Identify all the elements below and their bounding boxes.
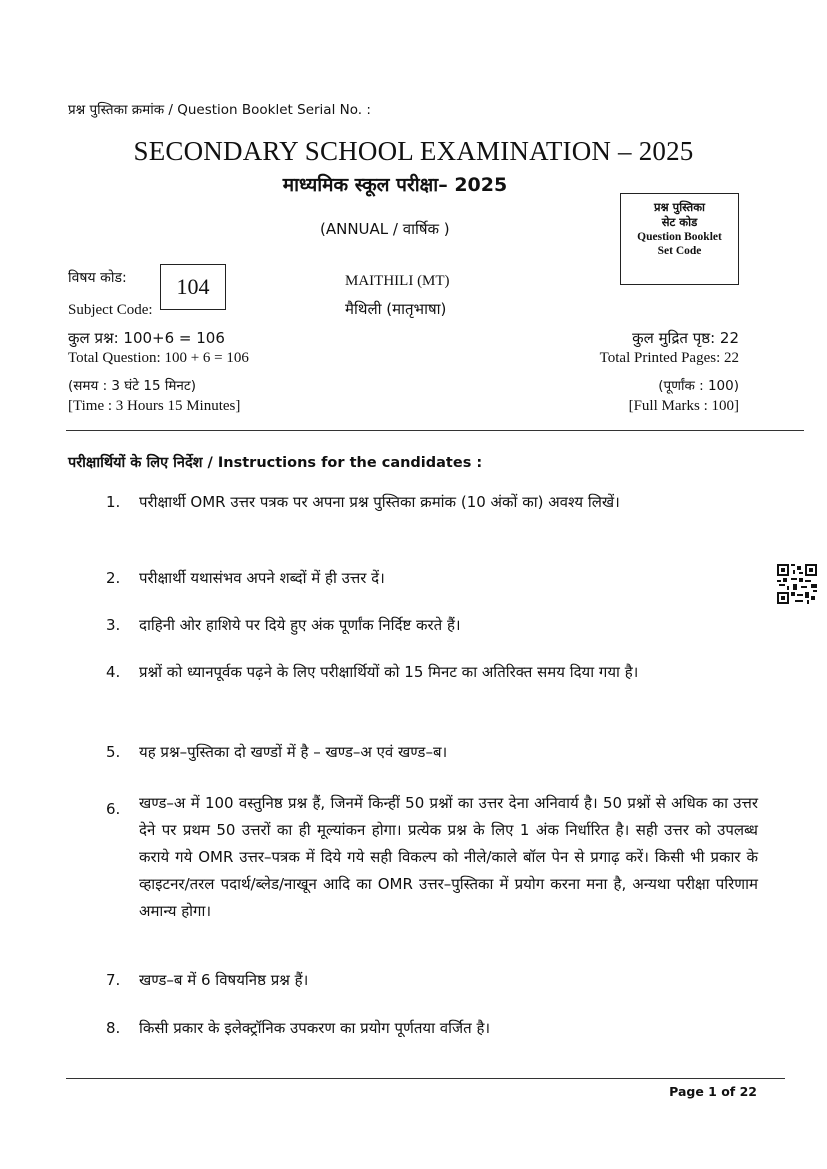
instruction-text: यह प्रश्न–पुस्तिका दो खण्डों में है – खण्ड–अ एवं खण्ड–ब। bbox=[139, 743, 448, 761]
instruction-text: खण्ड–ब में 6 विषयनिष्ठ प्रश्न हैं। bbox=[139, 971, 309, 989]
subject-code-label-hi: विषय कोड: bbox=[68, 270, 127, 286]
instruction-number: 2. bbox=[106, 569, 121, 587]
instruction-number: 6. bbox=[106, 800, 121, 818]
total-questions-hi: कुल प्रश्न: 100+6 = 106 bbox=[68, 329, 225, 347]
instruction-number: 5. bbox=[106, 743, 121, 761]
printed-pages-en: Total Printed Pages: 22 bbox=[599, 350, 739, 366]
full-marks-hi: (पूर्णांक : 100) bbox=[658, 378, 739, 394]
set-code-label-en-1: Question Booklet bbox=[637, 231, 722, 243]
exam-title: SECONDARY SCHOOL EXAMINATION – 2025 bbox=[133, 136, 694, 166]
instruction-item bbox=[106, 656, 758, 689]
instruction-number: 8. bbox=[106, 1019, 121, 1037]
instruction-item bbox=[106, 562, 758, 595]
printed-pages-hi: कुल मुद्रित पृष्ठ: 22 bbox=[632, 329, 739, 347]
total-questions-en: Total Question: 100 + 6 = 106 bbox=[68, 350, 249, 366]
instruction-text: प्रश्नों को ध्यानपूर्वक पढ़ने के लिए परीक्षार्थियों को 15 मिनट का अतिरिक्त समय दिया गया है। bbox=[139, 663, 639, 681]
full-marks-en: [Full Marks : 100] bbox=[628, 398, 739, 414]
serial-number-label: प्रश्न पुस्तिका क्रमांक / Question Booklet Serial No. : bbox=[68, 102, 371, 118]
instruction-item bbox=[106, 736, 758, 769]
footer-divider bbox=[66, 1078, 785, 1079]
instruction-number: 1. bbox=[106, 493, 121, 511]
subject-name-hi: मैथिली (मातृभाषा) bbox=[345, 300, 447, 318]
set-code-label-hi-2: सेट कोड bbox=[661, 215, 698, 229]
subject-name-en: MAITHILI (MT) bbox=[345, 273, 450, 289]
qr-code-icon bbox=[777, 564, 817, 604]
time-en: [Time : 3 Hours 15 Minutes] bbox=[68, 398, 241, 414]
set-code-box bbox=[620, 193, 739, 285]
set-code-label-en-2: Set Code bbox=[657, 245, 702, 257]
instruction-text: खण्ड–अ में 100 वस्तुनिष्ठ प्रश्न हैं, जिनमें किन्हीं 50 प्रश्नों का उत्तर देना अनिवार्य है। 50 प्रश्नों से अधिक का उत्तर देने पर प्रथम 50 उत्तरों का ही मूल्यांकन होगा। प्रत्येक प्रश्न के लिए 1 अंक निर्धारित है। सही उत्तर को उपलब्ध कराये गये OMR उत्तर–पत्रक में दिये गये सही विकल्प को नीले/काले बॉल पेन से प्रगाढ़ करें। किसी भी प्रकार के व्हाइटनर/तरल पदार्थ/ब्लेड/नाखून आदि का OMR उत्तर–पुस्तिका में प्रयोग करना मना है, अन्यथा परीक्षा परिणाम अमान्य होगा। bbox=[139, 794, 758, 920]
instruction-item bbox=[106, 486, 758, 519]
instructions-heading: परीक्षार्थियों के लिए निर्देश / Instructions for the candidates : bbox=[68, 455, 483, 471]
instruction-number: 3. bbox=[106, 616, 121, 634]
annual-label: (ANNUAL / वार्षिक ) bbox=[320, 220, 450, 238]
instruction-item bbox=[106, 609, 758, 642]
instruction-text: किसी प्रकार के इलेक्ट्रॉनिक उपकरण का प्रयोग पूर्णतया वर्जित है। bbox=[139, 1019, 491, 1037]
instruction-item bbox=[106, 964, 758, 997]
instruction-number: 7. bbox=[106, 971, 121, 989]
subject-code-box: 104 bbox=[160, 264, 226, 310]
instruction-item bbox=[106, 790, 758, 925]
instruction-number: 4. bbox=[106, 663, 121, 681]
header-divider bbox=[66, 430, 804, 431]
page-number: Page 1 of 22 bbox=[669, 1084, 757, 1099]
instruction-text: परीक्षार्थी यथासंभव अपने शब्दों में ही उत्तर दें। bbox=[139, 569, 385, 587]
instruction-text: परीक्षार्थी OMR उत्तर पत्रक पर अपना प्रश्न पुस्तिका क्रमांक (10 अंकों का) अवश्य लिखें। bbox=[139, 493, 620, 511]
time-hi: (समय : 3 घंटे 15 मिनट) bbox=[68, 378, 196, 394]
subject-code-label-en: Subject Code: bbox=[68, 302, 153, 318]
instruction-text: दाहिनी ओर हाशिये पर दिये हुए अंक पूर्णांक निर्दिष्ट करते हैं। bbox=[139, 616, 461, 634]
exam-title-hindi: माध्यमिक स्कूल परीक्षा– 2025 bbox=[282, 174, 508, 196]
set-code-label-hi-1: प्रश्न पुस्तिका bbox=[653, 200, 706, 214]
instruction-item bbox=[106, 1012, 758, 1045]
